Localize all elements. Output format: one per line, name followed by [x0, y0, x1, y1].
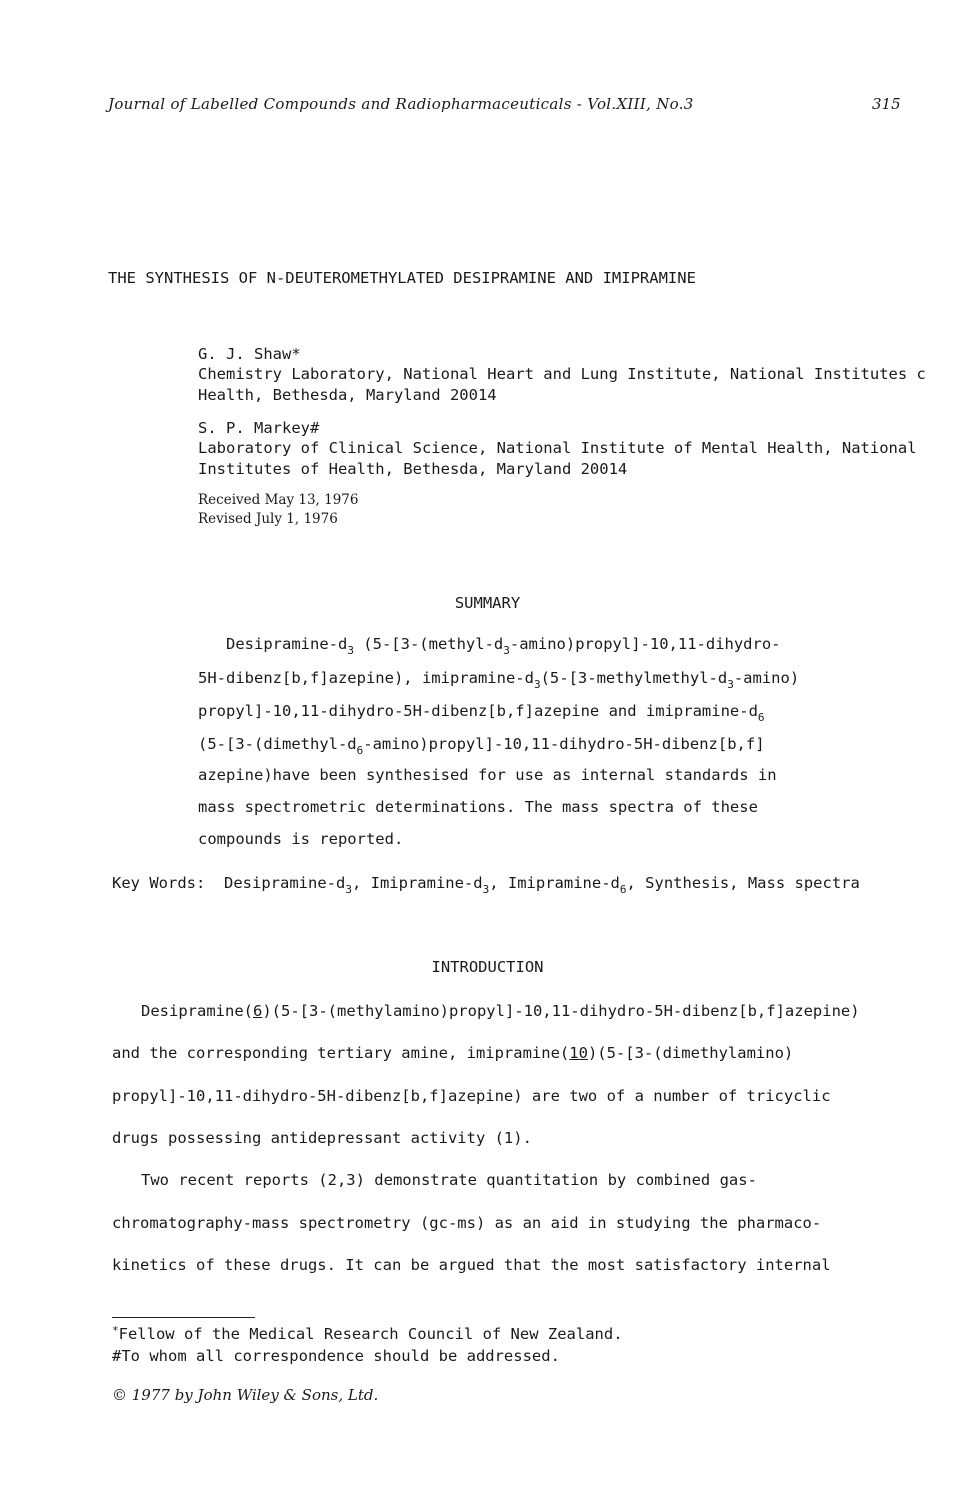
intro-line-5: Two recent reports (2,3) demonstrate quantitation by combined gas- — [141, 1171, 757, 1189]
intro-line-1: Desipramine(6)(5-[3-(methylamino)propyl]-10,11-dihydro-5H-dibenz[b,f]azepine) — [141, 1002, 860, 1020]
intro-line-7: kinetics of these drugs. It can be argued that the most satisfactory internal — [112, 1256, 831, 1274]
author-name-markey: S. P. Markey# — [198, 419, 320, 437]
footnote-1: *Fellow of the Medical Research Council of New Zealand. — [112, 1324, 623, 1343]
author-affiliation-markey-cont: Institutes of Health, Bethesda, Maryland 20014 — [198, 460, 628, 478]
intro-line-6: chromatography-mass spectrometry (gc-ms) as an aid in studying the pharmaco- — [112, 1214, 822, 1232]
author-affiliation-markey: Laboratory of Clinical Science, National Institute of Mental Health, National — [198, 439, 917, 457]
author-affiliation-shaw-cont: Health, Bethesda, Maryland 20014 — [198, 386, 497, 404]
summary-line-7: compounds is reported. — [198, 830, 404, 848]
summary-line-2: 5H-dibenz[b,f]azepine), imipramine-$d_3(5-[3-methylmethyl-d_3-amino)$ — [198, 669, 800, 691]
intro-line-4: drugs possessing antidepressant activity (1). — [112, 1129, 532, 1147]
introduction-heading: INTRODUCTION — [431, 958, 544, 976]
article-title: THE SYNTHESIS OF N-DEUTEROMETHYLATED DESIPRAMINE AND IMIPRAMINE — [108, 269, 696, 287]
summary-line-6: mass spectrometric determinations. The mass spectra of these — [198, 798, 758, 816]
author-affiliation-shaw: Chemistry Laboratory, National Heart and Lung Institute, National Institutes c — [198, 365, 926, 383]
author-name-shaw: G. J. Shaw* — [198, 345, 301, 363]
summary-line-1: Desipramine-$d_3$ ($5-[3-(methyl-d_3-amino)propyl]-10,11-dihydro-$ — [226, 635, 781, 657]
footnote-divider — [112, 1317, 255, 1318]
copyright-notice: © 1977 by John Wiley & Sons, Ltd. — [112, 1386, 379, 1404]
intro-line-3: propyl]-10,11-dihydro-5H-dibenz[b,f]azepine) are two of a number of tricyclic — [112, 1087, 831, 1105]
revised-date: Revised July 1, 1976 — [198, 511, 338, 527]
page-number: 315 — [872, 95, 901, 113]
keywords: Key Words: Desipramine-$d_3$, Imipramine-$d_3$, Imipramine-$d_6$, Synthesis, Mass spectra — [112, 874, 860, 896]
keywords-label: Key Words: — [112, 874, 206, 892]
summary-heading: SUMMARY — [454, 594, 521, 612]
summary-line-4: ($5-[3-(dimethyl-d_6-amino)propyl]-10,11-dihydro-5H-dibenz[b,f]$ — [198, 735, 765, 757]
received-date: Received May 13, 1976 — [198, 492, 359, 508]
footnote-2: #To whom all correspondence should be addressed. — [112, 1347, 560, 1365]
journal-header: Journal of Labelled Compounds and Radiopharmaceuticals - Vol.XIII, No.3 — [108, 95, 694, 113]
intro-line-2: and the corresponding tertiary amine, imipramine(10)(5-[3-(dimethylamino) — [112, 1044, 794, 1062]
summary-line-5: azepine)have been synthesised for use as internal standards in — [198, 766, 777, 784]
summary-line-3: propyl]-10,11-dihydro-5H-dibenz[b,f]azepine and imipramine-$d_6$ — [198, 702, 765, 724]
